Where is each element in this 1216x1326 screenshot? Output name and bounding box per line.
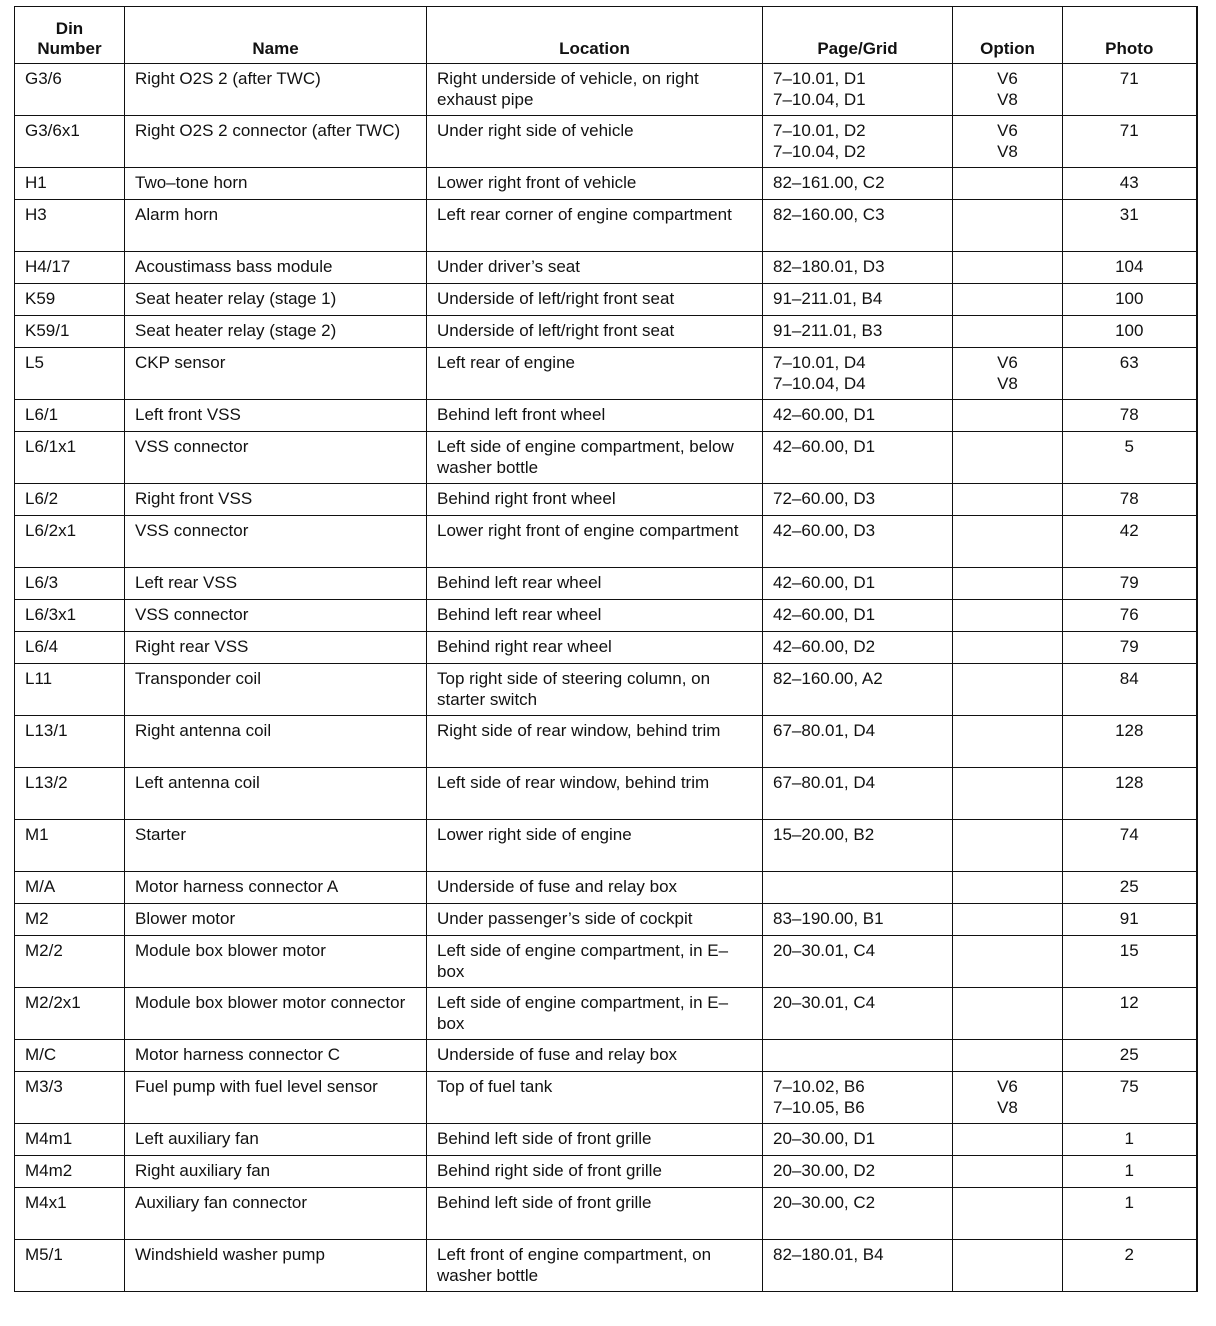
table-row xyxy=(15,64,1197,116)
din-number-cell: L13/2 xyxy=(15,768,125,820)
name-cell: Motor harness connector A xyxy=(125,872,427,904)
location-cell: Right underside of vehicle, on right exhaust pipe xyxy=(427,64,763,116)
option-cell xyxy=(953,1124,1063,1156)
location-cell: Left side of engine compartment, in E–box xyxy=(427,988,763,1040)
location-cell: Lower right side of engine xyxy=(427,820,763,872)
table-row xyxy=(15,168,1197,200)
name-cell: Starter xyxy=(125,820,427,872)
page-grid-ref: 42–60.00, D3 xyxy=(773,521,876,540)
page-grid-ref: 42–60.00, D1 xyxy=(773,405,876,424)
header-location: Location xyxy=(427,7,763,64)
photo-number-cell: 128 xyxy=(1063,716,1197,768)
location-cell: Behind right rear wheel xyxy=(427,632,763,664)
name-cell: VSS connector xyxy=(125,432,427,484)
table-row xyxy=(15,1188,1197,1240)
photo-number-cell: 74 xyxy=(1063,820,1197,872)
photo-number-cell: 71 xyxy=(1063,64,1197,116)
page-grid-ref: 72–60.00, D3 xyxy=(773,489,876,508)
name-cell: Acoustimass bass module xyxy=(125,252,427,284)
name-cell: Module box blower motor connector xyxy=(125,988,427,1040)
photo-number-cell: 43 xyxy=(1063,168,1197,200)
location-cell: Behind left rear wheel xyxy=(427,600,763,632)
name-cell: Right O2S 2 (after TWC) xyxy=(125,64,427,116)
name-cell: Alarm horn xyxy=(125,200,427,252)
page-grid-ref: 82–161.00, C2 xyxy=(773,173,885,192)
photo-number-cell: 5 xyxy=(1063,432,1197,484)
engine-option: V6 xyxy=(997,121,1018,140)
location-cell: Right side of rear window, behind trim xyxy=(427,716,763,768)
din-number-cell: L5 xyxy=(15,348,125,400)
din-number-cell: H4/17 xyxy=(15,252,125,284)
name-cell: VSS connector xyxy=(125,600,427,632)
page-grid-ref: 15–20.00, B2 xyxy=(773,825,875,844)
photo-number-cell: 128 xyxy=(1063,768,1197,820)
din-number-cell: M/C xyxy=(15,1040,125,1072)
page-grid-cell xyxy=(763,484,953,516)
engine-option: V6 xyxy=(997,1077,1018,1096)
page-grid-ref: 82–160.00, C3 xyxy=(773,205,885,224)
din-number-cell: M2 xyxy=(15,904,125,936)
page-grid-cell xyxy=(763,820,953,872)
page-grid-cell xyxy=(763,768,953,820)
option-cell xyxy=(953,1188,1063,1240)
photo-number-cell: 78 xyxy=(1063,400,1197,432)
page-grid-cell xyxy=(763,632,953,664)
din-number-cell: K59/1 xyxy=(15,316,125,348)
table-row xyxy=(15,516,1197,568)
option-cell xyxy=(953,1072,1063,1124)
header-option: Option xyxy=(953,7,1063,64)
location-cell: Under passenger’s side of cockpit xyxy=(427,904,763,936)
location-cell: Behind right side of front grille xyxy=(427,1156,763,1188)
table-row xyxy=(15,432,1197,484)
photo-number-cell: 78 xyxy=(1063,484,1197,516)
engine-option: V6 xyxy=(997,69,1018,88)
page-grid-cell xyxy=(763,1240,953,1292)
location-cell: Left side of engine compartment, in E–box xyxy=(427,936,763,988)
option-cell xyxy=(953,348,1063,400)
photo-number-cell: 79 xyxy=(1063,632,1197,664)
location-cell: Under driver’s seat xyxy=(427,252,763,284)
din-number-cell: H3 xyxy=(15,200,125,252)
photo-number-cell: 104 xyxy=(1063,252,1197,284)
page-grid-ref: 91–211.01, B3 xyxy=(773,321,883,340)
din-number-cell: L6/2 xyxy=(15,484,125,516)
table-header-row xyxy=(15,7,1197,64)
location-cell: Underside of left/right front seat xyxy=(427,284,763,316)
page-grid-cell xyxy=(763,200,953,252)
din-number-cell: G3/6x1 xyxy=(15,116,125,168)
page-grid-ref: 7–10.05, B6 xyxy=(773,1098,865,1117)
option-cell xyxy=(953,664,1063,716)
option-cell xyxy=(953,600,1063,632)
page-grid-ref: 20–30.00, C2 xyxy=(773,1193,876,1212)
page-grid-cell xyxy=(763,1156,953,1188)
page-grid-ref: 7–10.01, D2 xyxy=(773,121,866,140)
table-row xyxy=(15,768,1197,820)
name-cell: Left auxiliary fan xyxy=(125,1124,427,1156)
name-cell: Right antenna coil xyxy=(125,716,427,768)
page-grid-cell xyxy=(763,568,953,600)
page-grid-ref: 82–160.00, A2 xyxy=(773,669,883,688)
location-cell: Left side of engine compartment, below washer bottle xyxy=(427,432,763,484)
page-grid-cell xyxy=(763,168,953,200)
photo-number-cell: 1 xyxy=(1063,1124,1197,1156)
table-body xyxy=(15,64,1197,1292)
name-cell: Windshield washer pump xyxy=(125,1240,427,1292)
location-cell: Left side of rear window, behind trim xyxy=(427,768,763,820)
option-cell xyxy=(953,632,1063,664)
option-cell xyxy=(953,252,1063,284)
table-row xyxy=(15,820,1197,872)
din-number-cell: M5/1 xyxy=(15,1240,125,1292)
location-cell: Left front of engine compartment, on washer bottle xyxy=(427,1240,763,1292)
table-row xyxy=(15,1072,1197,1124)
name-cell: Seat heater relay (stage 2) xyxy=(125,316,427,348)
name-cell: Seat heater relay (stage 1) xyxy=(125,284,427,316)
page-grid-ref: 91–211.01, B4 xyxy=(773,289,883,308)
page-grid-cell xyxy=(763,400,953,432)
option-cell xyxy=(953,116,1063,168)
name-cell: Module box blower motor xyxy=(125,936,427,988)
table-row xyxy=(15,484,1197,516)
table-row xyxy=(15,200,1197,252)
page-grid-cell xyxy=(763,1124,953,1156)
table-row xyxy=(15,1156,1197,1188)
din-number-cell: L6/3x1 xyxy=(15,600,125,632)
table-row xyxy=(15,284,1197,316)
location-cell: Behind left side of front grille xyxy=(427,1188,763,1240)
option-cell xyxy=(953,400,1063,432)
page-grid-cell xyxy=(763,432,953,484)
engine-option: V8 xyxy=(997,142,1018,161)
din-number-cell: L6/1x1 xyxy=(15,432,125,484)
location-cell: Behind left front wheel xyxy=(427,400,763,432)
option-cell xyxy=(953,316,1063,348)
page-grid-cell xyxy=(763,516,953,568)
table-row xyxy=(15,716,1197,768)
table-row xyxy=(15,632,1197,664)
component-table-wrapper xyxy=(14,6,1196,1292)
name-cell: Auxiliary fan connector xyxy=(125,1188,427,1240)
photo-number-cell: 25 xyxy=(1063,872,1197,904)
option-cell xyxy=(953,200,1063,252)
location-cell: Top right side of steering column, on starter switch xyxy=(427,664,763,716)
page-grid-ref: 82–180.01, B4 xyxy=(773,1245,884,1264)
din-number-cell: K59 xyxy=(15,284,125,316)
page-grid-ref: 20–30.01, C4 xyxy=(773,993,876,1012)
option-cell xyxy=(953,64,1063,116)
page-grid-ref: 42–60.00, D2 xyxy=(773,637,876,656)
page-grid-cell xyxy=(763,348,953,400)
page-grid-cell xyxy=(763,1040,953,1072)
photo-number-cell: 63 xyxy=(1063,348,1197,400)
option-cell xyxy=(953,1040,1063,1072)
table-row xyxy=(15,252,1197,284)
engine-option: V8 xyxy=(997,90,1018,109)
photo-number-cell: 84 xyxy=(1063,664,1197,716)
photo-number-cell: 2 xyxy=(1063,1240,1197,1292)
page-grid-cell xyxy=(763,64,953,116)
header-din-line1: Din xyxy=(55,19,84,38)
din-number-cell: G3/6 xyxy=(15,64,125,116)
photo-number-cell: 42 xyxy=(1063,516,1197,568)
option-cell xyxy=(953,768,1063,820)
page-grid-ref: 82–180.01, D3 xyxy=(773,257,885,276)
name-cell: VSS connector xyxy=(125,516,427,568)
page-grid-ref: 7–10.04, D2 xyxy=(773,142,866,161)
header-name: Name xyxy=(125,7,427,64)
location-cell: Underside of left/right front seat xyxy=(427,316,763,348)
location-cell: Behind right front wheel xyxy=(427,484,763,516)
photo-number-cell: 1 xyxy=(1063,1188,1197,1240)
option-cell xyxy=(953,1156,1063,1188)
photo-number-cell: 76 xyxy=(1063,600,1197,632)
din-number-cell: M4m1 xyxy=(15,1124,125,1156)
page-grid-cell xyxy=(763,1072,953,1124)
page-grid-ref: 20–30.00, D2 xyxy=(773,1161,876,1180)
page-grid-ref: 42–60.00, D1 xyxy=(773,437,876,456)
page-grid-cell xyxy=(763,936,953,988)
name-cell: Left front VSS xyxy=(125,400,427,432)
option-cell xyxy=(953,168,1063,200)
photo-number-cell: 31 xyxy=(1063,200,1197,252)
table-row xyxy=(15,988,1197,1040)
page-grid-ref: 67–80.01, D4 xyxy=(773,773,876,792)
page-grid-ref: 83–190.00, B1 xyxy=(773,909,884,928)
page-grid-cell xyxy=(763,716,953,768)
page-grid-ref: 7–10.04, D1 xyxy=(773,90,866,109)
option-cell xyxy=(953,904,1063,936)
option-cell xyxy=(953,284,1063,316)
name-cell: CKP sensor xyxy=(125,348,427,400)
header-photo: Photo xyxy=(1063,7,1197,64)
engine-option: V8 xyxy=(997,1098,1018,1117)
page-grid-cell xyxy=(763,600,953,632)
name-cell: Right O2S 2 connector (after TWC) xyxy=(125,116,427,168)
location-cell: Underside of fuse and relay box xyxy=(427,872,763,904)
table-row xyxy=(15,904,1197,936)
location-cell: Left rear corner of engine compartment xyxy=(427,200,763,252)
name-cell: Left antenna coil xyxy=(125,768,427,820)
din-number-cell: L6/3 xyxy=(15,568,125,600)
option-cell xyxy=(953,988,1063,1040)
location-cell: Lower right front of engine compartment xyxy=(427,516,763,568)
page-grid-cell xyxy=(763,116,953,168)
location-cell: Underside of fuse and relay box xyxy=(427,1040,763,1072)
page-grid-cell xyxy=(763,988,953,1040)
option-cell xyxy=(953,432,1063,484)
photo-number-cell: 100 xyxy=(1063,316,1197,348)
option-cell xyxy=(953,820,1063,872)
header-din-line2: Number xyxy=(37,39,102,58)
photo-number-cell: 91 xyxy=(1063,904,1197,936)
name-cell: Right auxiliary fan xyxy=(125,1156,427,1188)
din-number-cell: L6/4 xyxy=(15,632,125,664)
page-grid-ref: 7–10.01, D4 xyxy=(773,353,866,372)
location-cell: Behind left side of front grille xyxy=(427,1124,763,1156)
table-row xyxy=(15,316,1197,348)
page-grid-cell xyxy=(763,1188,953,1240)
din-number-cell: L6/1 xyxy=(15,400,125,432)
photo-number-cell: 100 xyxy=(1063,284,1197,316)
page-grid-cell xyxy=(763,904,953,936)
header-page-grid: Page/Grid xyxy=(763,7,953,64)
din-number-cell: L6/2x1 xyxy=(15,516,125,568)
name-cell: Blower motor xyxy=(125,904,427,936)
din-number-cell: M4x1 xyxy=(15,1188,125,1240)
table-row xyxy=(15,400,1197,432)
page-grid-ref: 42–60.00, D1 xyxy=(773,605,876,624)
page-grid-cell xyxy=(763,284,953,316)
din-number-cell: M4m2 xyxy=(15,1156,125,1188)
table-row xyxy=(15,348,1197,400)
page-grid-cell xyxy=(763,664,953,716)
page-grid-ref: 7–10.02, B6 xyxy=(773,1077,865,1096)
photo-number-cell: 71 xyxy=(1063,116,1197,168)
photo-number-cell: 79 xyxy=(1063,568,1197,600)
option-cell xyxy=(953,484,1063,516)
photo-number-cell: 75 xyxy=(1063,1072,1197,1124)
location-cell: Under right side of vehicle xyxy=(427,116,763,168)
page-grid-ref: 20–30.00, D1 xyxy=(773,1129,876,1148)
din-number-cell: L13/1 xyxy=(15,716,125,768)
table-row xyxy=(15,872,1197,904)
option-cell xyxy=(953,872,1063,904)
table-row xyxy=(15,1040,1197,1072)
table-row xyxy=(15,1240,1197,1292)
din-number-cell: M1 xyxy=(15,820,125,872)
location-cell: Top of fuel tank xyxy=(427,1072,763,1124)
photo-number-cell: 1 xyxy=(1063,1156,1197,1188)
table-row xyxy=(15,600,1197,632)
name-cell: Right front VSS xyxy=(125,484,427,516)
option-cell xyxy=(953,936,1063,988)
engine-option: V8 xyxy=(997,374,1018,393)
page-grid-cell xyxy=(763,872,953,904)
din-number-cell: L11 xyxy=(15,664,125,716)
name-cell: Left rear VSS xyxy=(125,568,427,600)
page-grid-ref: 42–60.00, D1 xyxy=(773,573,876,592)
din-number-cell: H1 xyxy=(15,168,125,200)
photo-number-cell: 25 xyxy=(1063,1040,1197,1072)
option-cell xyxy=(953,716,1063,768)
table-row xyxy=(15,568,1197,600)
page-grid-ref: 67–80.01, D4 xyxy=(773,721,876,740)
table-row xyxy=(15,1124,1197,1156)
option-cell xyxy=(953,1240,1063,1292)
page-grid-ref: 20–30.01, C4 xyxy=(773,941,876,960)
name-cell: Right rear VSS xyxy=(125,632,427,664)
location-cell: Behind left rear wheel xyxy=(427,568,763,600)
location-cell: Left rear of engine xyxy=(427,348,763,400)
option-cell xyxy=(953,516,1063,568)
table-row xyxy=(15,936,1197,988)
option-cell xyxy=(953,568,1063,600)
engine-option: V6 xyxy=(997,353,1018,372)
table-row xyxy=(15,664,1197,716)
photo-number-cell: 12 xyxy=(1063,988,1197,1040)
location-cell: Lower right front of vehicle xyxy=(427,168,763,200)
table-row xyxy=(15,116,1197,168)
name-cell: Motor harness connector C xyxy=(125,1040,427,1072)
din-number-cell: M2/2x1 xyxy=(15,988,125,1040)
din-number-cell: M3/3 xyxy=(15,1072,125,1124)
name-cell: Fuel pump with fuel level sensor xyxy=(125,1072,427,1124)
name-cell: Two–tone horn xyxy=(125,168,427,200)
page-grid-ref: 7–10.01, D1 xyxy=(773,69,866,88)
name-cell: Transponder coil xyxy=(125,664,427,716)
din-number-cell: M/A xyxy=(15,872,125,904)
photo-number-cell: 15 xyxy=(1063,936,1197,988)
page-grid-cell xyxy=(763,316,953,348)
page-grid-ref: 7–10.04, D4 xyxy=(773,374,866,393)
header-din-number xyxy=(15,7,125,64)
din-number-cell: M2/2 xyxy=(15,936,125,988)
component-location-table xyxy=(14,6,1198,1292)
page-grid-cell xyxy=(763,252,953,284)
